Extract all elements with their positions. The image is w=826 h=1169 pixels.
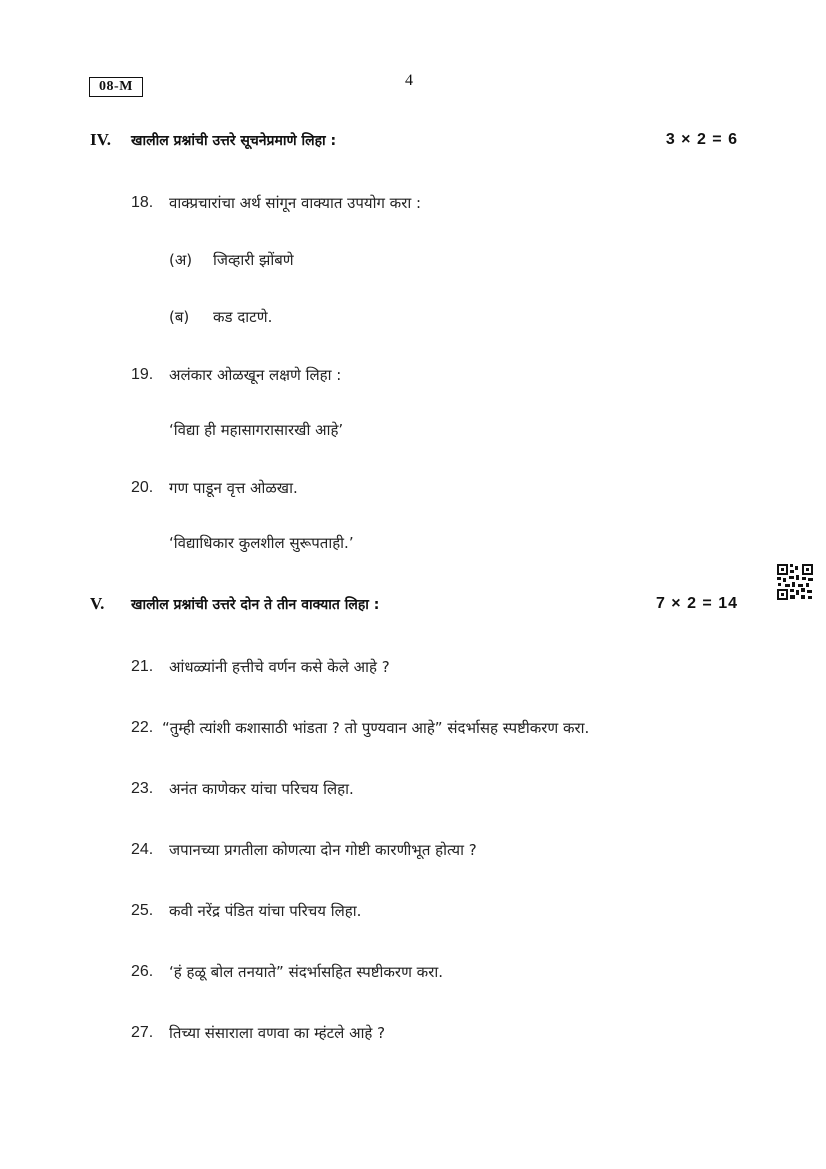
q18-part-a-text: जिव्हारी झोंबणे bbox=[213, 251, 294, 269]
q20-text: गण पाडून वृत्त ओळखा. bbox=[169, 479, 298, 497]
section-iv-marks: 3 × 2 = 6 bbox=[665, 131, 738, 148]
q18-part-a-label: (अ) bbox=[169, 251, 193, 269]
section-v-title: खालील प्रश्नांची उत्तरे दोन ते तीन वाक्यात लिहा : bbox=[131, 597, 380, 613]
q27-text: तिच्या संसाराला वणवा का म्हंटले आहे ? bbox=[169, 1024, 386, 1042]
q19-quote: ‘विद्या ही महासागरासारखी आहे’ bbox=[169, 421, 344, 439]
q23-text: अनंत काणेकर यांचा परिचय लिहा. bbox=[169, 780, 354, 798]
q24-text: जपानच्या प्रगतीला कोणत्या दोन गोष्टी कारणीभूत होत्या ? bbox=[169, 841, 477, 859]
q18-part-b-label: (ब) bbox=[169, 308, 190, 326]
q25-text: कवी नरेंद्र पंडित यांचा परिचय लिहा. bbox=[169, 902, 362, 920]
q26-number: 26. bbox=[131, 963, 154, 980]
q18-part-b-text: कड दाटणे. bbox=[213, 308, 273, 326]
q26-text: ‘हं हळू बोल तनयाते” संदर्भासहित स्पष्टीकरण करा. bbox=[169, 963, 443, 981]
paper-code: 08-M bbox=[89, 77, 143, 97]
q27-number: 27. bbox=[131, 1024, 154, 1041]
q23-number: 23. bbox=[131, 780, 154, 797]
section-iv-number: IV. bbox=[90, 130, 111, 149]
section-iv-title: खालील प्रश्नांची उत्तरे सूचनेप्रमाणे लिहा : bbox=[131, 133, 337, 149]
q21-text: आंधळ्यांनी हत्तीचे वर्णन कसे केले आहे ? bbox=[169, 658, 390, 676]
page-number: 4 bbox=[405, 72, 413, 89]
q22-number: 22. bbox=[131, 719, 154, 736]
q25-number: 25. bbox=[131, 902, 154, 919]
q20-quote: ‘विद्याधिकार कुलशील सुरूपताही.’ bbox=[169, 534, 354, 552]
q18-text: वाक्प्रचारांचा अर्थ सांगून वाक्यात उपयोग करा : bbox=[169, 194, 422, 212]
q20-number: 20. bbox=[131, 479, 154, 496]
qr-code-icon bbox=[776, 563, 814, 601]
section-v-marks: 7 × 2 = 14 bbox=[655, 595, 738, 612]
q19-number: 19. bbox=[131, 366, 154, 383]
section-v-number: V. bbox=[90, 594, 105, 613]
q18-number: 18. bbox=[131, 194, 154, 211]
q19-text: अलंकार ओळखून लक्षणे लिहा : bbox=[169, 366, 342, 384]
q24-number: 24. bbox=[131, 841, 154, 858]
q22-text: “तुम्ही त्यांशी कशासाठी भांडता ? तो पुण्यवान आहे” संदर्भासह स्पष्टीकरण करा. bbox=[162, 719, 590, 737]
q21-number: 21. bbox=[131, 658, 154, 675]
